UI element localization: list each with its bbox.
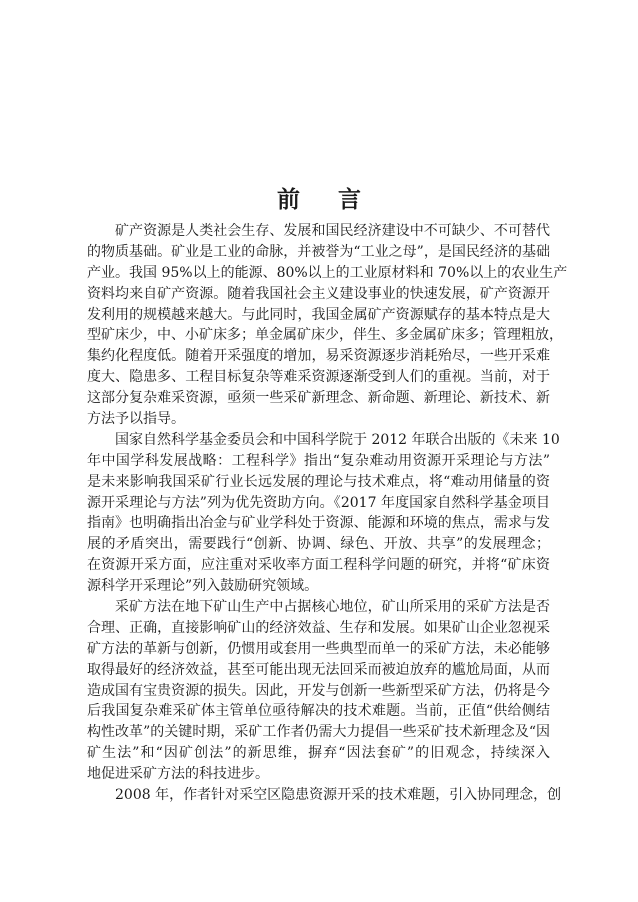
text-line: 型矿床少，中、小矿床多；单金属矿床少，伴生、多金属矿床多；管理粗放， [87, 327, 563, 344]
text-line: 矿产资源是人类社会生存、发展和国民经济建设中不可缺少、不可替代 [115, 223, 550, 239]
text-line: 是未来影响我国采矿行业长远发展的理论与技术难点，将“难动用储量的资 [87, 473, 550, 490]
text-line: 构性改革”的关键时期，采矿工作者仍需大力提倡一些采矿技术新理念及“因 [87, 724, 550, 741]
text-line: 地促进采矿方法的科技进步。 [87, 766, 269, 783]
text-line: 造成国有宝贵资源的损失。因此，开发与创新一些新型采矿方法，仍将是今 [87, 682, 550, 699]
text-line: 资料均来自矿产资源。随着我国社会主义建设事业的快速发展，矿产资源开 [87, 285, 550, 302]
title-char: 言 [338, 186, 361, 214]
text-line: 度大、隐患多、工程目标复杂等难采资源逐渐受到人们的重视。当前，对于 [87, 369, 550, 386]
text-line: 这部分复杂难采资源，亟须一些采矿新理念、新命题、新理论、新技术、新 [87, 390, 550, 407]
text-line: 后我国复杂难采矿体主管单位亟待解决的技术难题。当前，正值“供给侧结 [87, 703, 550, 720]
text-line: 源开采理论与方法”列为优先资助方向。《2017 年度国家自然科学基金项目 [87, 494, 550, 511]
text-line: 国家自然科学基金委员会和中国科学院于 2012 年联合出版的《未来 10 [115, 431, 560, 448]
text-line: 年中国学科发展战略：工程科学》指出“复杂难动用资源开采理论与方法” [87, 452, 550, 469]
text-line: 展的矛盾突出，需要践行“创新、协调、绿色、开放、共享”的发展理念； [87, 536, 550, 553]
text-line: 发利用的规模越来越大。与此同时，我国金属矿产资源赋存的基本特点是大 [87, 306, 550, 323]
page-title [0, 185, 638, 215]
text-line: 源科学开采理论”列入鼓励研究领域。 [87, 578, 319, 595]
text-line: 合理、正确，直接影响矿山的经济效益、生存和发展。如果矿山企业忽视采 [87, 619, 550, 636]
text-line: 产业。我国 95%以上的能源、80%以上的工业原材料和 70%以上的农业生产 [87, 264, 568, 281]
text-line: 采矿方法在地下矿山生产中占据核心地位，矿山所采用的采矿方法是否 [115, 599, 550, 616]
text-line: 在资源开采方面，应注重对采收率方面工程科学问题的研究，并将“矿床资 [87, 557, 550, 574]
text-line: 矿方法的革新与创新，仍惯用或套用一些典型而单一的采矿方法，未必能够 [87, 640, 550, 657]
text-line: 2008 年，作者针对采空区隐患资源开采的技术难题，引入协同理念，创 [115, 787, 562, 804]
paragraph [87, 430, 560, 597]
text-line: 方法予以指导。 [87, 411, 185, 428]
text-line: 取得最好的经济效益，甚至可能出现无法回采而被迫放弃的尴尬局面，从而 [87, 661, 550, 678]
text-line: 矿生法”和“因矿创法”的新思维，摒弃“因法套矿”的旧观念，持续深入 [87, 745, 550, 762]
text-line: 的物质基础。矿业是工业的命脉，并被誉为“工业之母”，是国民经济的基础 [87, 243, 550, 260]
paragraph [87, 221, 568, 430]
title-char: 前 [277, 186, 300, 214]
paragraph [87, 785, 562, 806]
preface-body [87, 221, 568, 806]
paragraph [87, 597, 550, 785]
text-line: 指南》也明确指出冶金与矿业学科处于资源、能源和环境的焦点，需求与发 [87, 515, 550, 532]
text-line: 集约化程度低。随着开采强度的增加，易采资源逐步消耗殆尽，一些开采难 [87, 348, 550, 365]
